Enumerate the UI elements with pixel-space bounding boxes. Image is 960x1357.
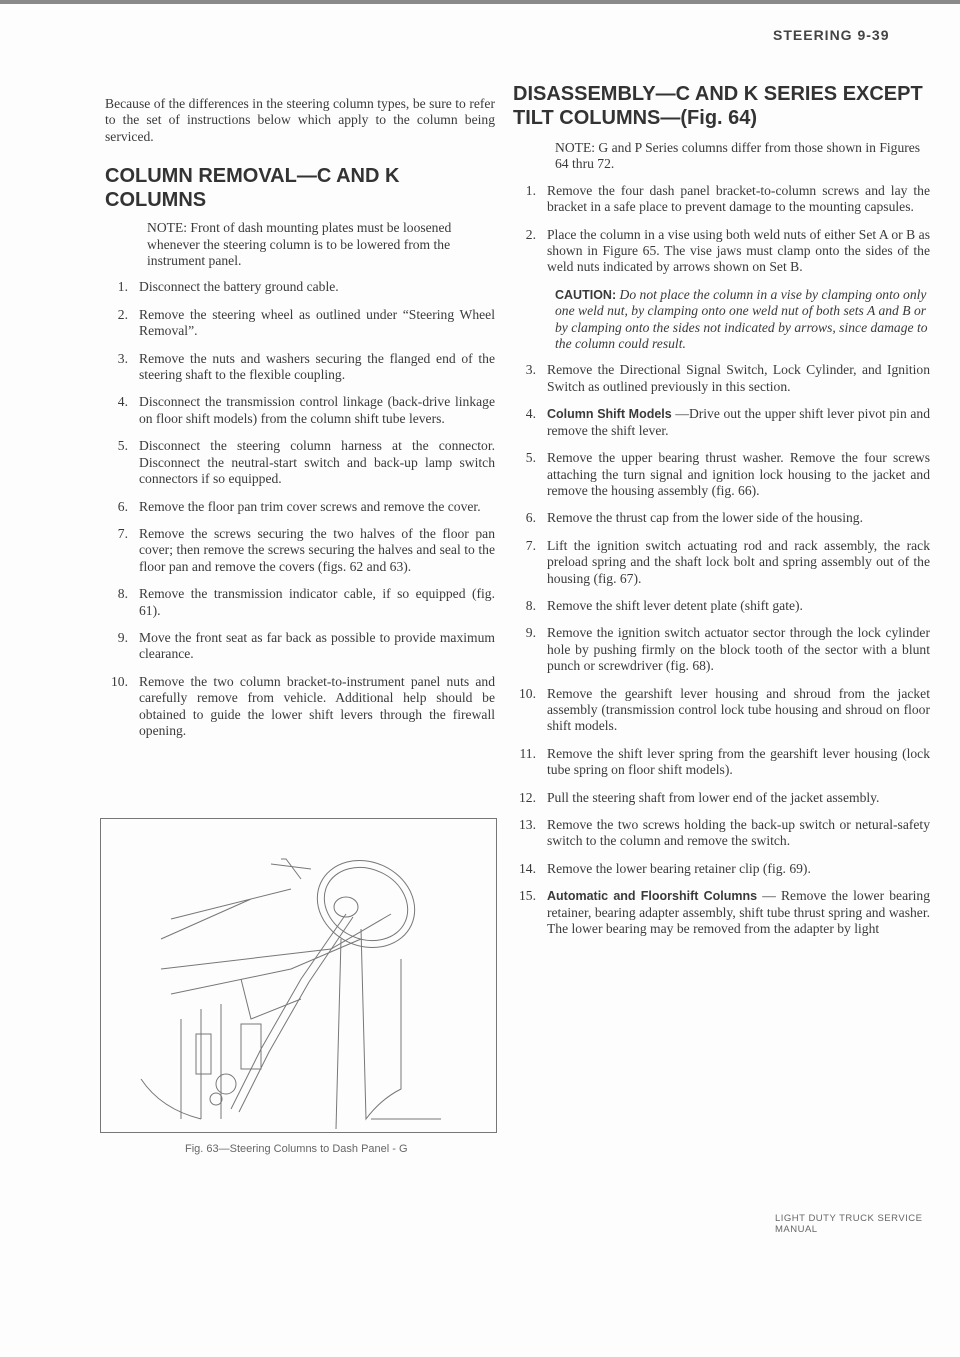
step-text: Remove the two column bracket-to-instrument panel nuts and carefully remove from vehicle. Additional help should be obtained to guide the lower shift levers through the firewall opening. [139, 673, 495, 738]
caution-note [555, 287, 930, 353]
step-text: Remove the upper bearing thrust washer. Remove the four screws attaching the turn signal and ignition lock housing to the jacket and remove the housing assembly (fig. 66). [547, 450, 930, 498]
step-item [105, 307, 495, 340]
step-number: 4. [117, 394, 128, 410]
step-item [513, 888, 930, 937]
step-number: 10. [519, 685, 536, 701]
disassembly-steps [513, 183, 930, 938]
step-item [513, 746, 930, 779]
right-column [513, 82, 930, 948]
step-item [105, 351, 495, 384]
step-text: Remove the ignition switch actuator sector through the lock cylinder hole by pushing firmly on the block tooth of the sector with a blunt punch or screwdriver (fig. 68). [547, 625, 930, 674]
step-number: 14. [519, 860, 536, 876]
step-text: Remove the steering wheel as outlined under “Steering Wheel Removal”. [139, 306, 495, 339]
step-text: Remove the screws securing the two halves of the floor pan cover; then remove the screws securing the halves and seal to the floor pan and remove the covers (figs. 62 and 63). [139, 525, 495, 574]
step-body: — Remove the lower bearing retainer, bearing adapter assembly, shift tube thrust spring and washer. The lower bearing may be removed from the adapter by light [547, 888, 931, 937]
left-column [105, 96, 495, 750]
step-text: Disconnect the battery ground cable. [139, 279, 339, 295]
intro-paragraph: Because of the differences in the steering column types, be sure to refer to the set of instructions below which apply to the column being serviced. [105, 96, 495, 144]
step-text: Place the column in a vise using both weld nuts of either Set A or B as shown in Figure 65. The vise jaws must clamp onto the sides of the weld nuts indicated by arrows shown on Set B. [547, 226, 930, 275]
step-text: Move the front seat as far back as possible to provide maximum clearance. [139, 629, 495, 662]
step-item [513, 598, 930, 614]
step-number: 4. [525, 406, 536, 422]
step-text: Remove the shift lever detent plate (shift gate). [547, 597, 803, 613]
step-item [105, 438, 495, 487]
removal-steps [105, 279, 495, 739]
step-number: 3. [117, 350, 128, 366]
caution-label: CAUTION: [555, 287, 617, 302]
step-body: —Drive out the upper shift lever pivot pin and remove the shift lever. [547, 406, 930, 438]
step-number: 1. [525, 182, 536, 198]
step-item [513, 510, 930, 526]
step-number: 7. [117, 525, 128, 541]
step-number: 9. [117, 629, 128, 645]
step-text: Disconnect the steering column harness at the connector. Disconnect the neutral-start switch and back-up lamp switch connectors if so equipped. [139, 438, 495, 487]
step-text: Disconnect the transmission control linkage (back-drive linkage on floor shift models) from the column shift tube levers. [139, 394, 495, 426]
step-text: Remove the gearshift lever housing and shroud from the jacket assembly (transmission control lock tube housing and shroud on floor shift models. [547, 685, 930, 734]
figure-caption: Fig. 63—Steering Columns to Dash Panel - G [185, 1143, 408, 1155]
scan-edge [0, 0, 960, 4]
step-number: 12. [519, 789, 536, 805]
step-item [105, 630, 495, 663]
step-number: 9. [525, 625, 536, 641]
step-number: 6. [525, 510, 536, 526]
caution-text: Do not place the column in a vise by clamping onto only one weld nut, by clamping onto one weld nut of both sets A and B or by clamping onto the sides not indicated by arrows, since damage to the column could result. [555, 286, 928, 352]
step-number: 15. [519, 888, 536, 904]
step-number: 2. [117, 306, 128, 322]
step-item [513, 227, 930, 276]
step-item [513, 406, 930, 439]
step-item [105, 526, 495, 575]
step-text: Pull the steering shaft from lower end of the jacket assembly. [547, 789, 880, 805]
step-text [547, 406, 930, 439]
section-heading-disassembly: DISASSEMBLY—C AND K SERIES EXCEPT TILT COLUMNS—(Fig. 64) [513, 83, 923, 129]
step-number: 2. [525, 226, 536, 242]
step-text: Remove the four dash panel bracket-to-column screws and lay the bracket in a safe place to prevent damage to the mounting capsules. [547, 182, 930, 215]
step-item [105, 499, 495, 515]
step-item [513, 450, 930, 499]
step-item [513, 362, 930, 395]
step-text: Remove the nuts and washers securing the flanged end of the steering shaft to the flexible coupling. [139, 350, 495, 383]
note: NOTE: G and P Series columns differ from those shown in Figures 64 thru 72. [555, 140, 921, 172]
step-number: 5. [525, 450, 536, 466]
step-item [513, 183, 930, 216]
step-text: Remove the thrust cap from the lower side of the housing. [547, 510, 863, 526]
step-text: Remove the shift lever spring from the gearshift lever housing (lock tube spring on floor shift models). [547, 745, 930, 778]
page-footer: LIGHT DUTY TRUCK SERVICE MANUAL [775, 1213, 923, 1235]
section-heading-removal: COLUMN REMOVAL—C AND K COLUMNS [105, 165, 400, 212]
step-text: Remove the two screws holding the back-up switch or netural-safety switch to the column and remove the switch. [547, 817, 930, 849]
step-text: Lift the ignition switch actuating rod and rack assembly, the rack preload spring and the shaft lock bolt and spring assembly out of the housing (fig. 67). [547, 537, 930, 586]
step-item [105, 279, 495, 295]
step-number: 5. [117, 438, 128, 454]
step-number: 7. [525, 537, 536, 553]
step-item [513, 861, 930, 877]
step-item [513, 790, 930, 806]
step-text: Remove the Directional Signal Switch, Lock Cylinder, and Ignition Switch as outlined previously in this section. [547, 362, 930, 394]
step-number: 10. [111, 673, 128, 689]
step-lead: Automatic and Floorshift Columns [547, 889, 758, 904]
step-text: Remove the floor pan trim cover screws and remove the cover. [139, 498, 481, 514]
step-item [105, 394, 495, 427]
note: NOTE: Front of dash mounting plates must be loosened whenever the steering column is to be lowered from the instrument panel. [147, 220, 452, 269]
step-item [105, 674, 495, 740]
step-number: 8. [525, 597, 536, 613]
step-number: 11. [519, 745, 536, 761]
step-number: 3. [525, 362, 536, 378]
step-item [513, 625, 930, 674]
step-item [513, 686, 930, 735]
step-number: 1. [117, 279, 128, 295]
step-text: Remove the lower bearing retainer clip (fig. 69). [547, 860, 811, 876]
step-text [547, 888, 930, 937]
step-text: Remove the transmission indicator cable, if so equipped (fig. 61). [139, 586, 495, 618]
step-number: 8. [117, 586, 128, 602]
page-header: STEERING 9-39 [773, 27, 890, 43]
figure-63 [100, 818, 497, 1133]
step-number: 6. [117, 498, 128, 514]
step-number: 13. [519, 817, 536, 832]
step-lead: Column Shift Models [547, 407, 672, 422]
step-item [105, 586, 495, 619]
step-item [513, 817, 930, 850]
step-item [513, 538, 930, 587]
steering-column-illustration [101, 819, 496, 1132]
